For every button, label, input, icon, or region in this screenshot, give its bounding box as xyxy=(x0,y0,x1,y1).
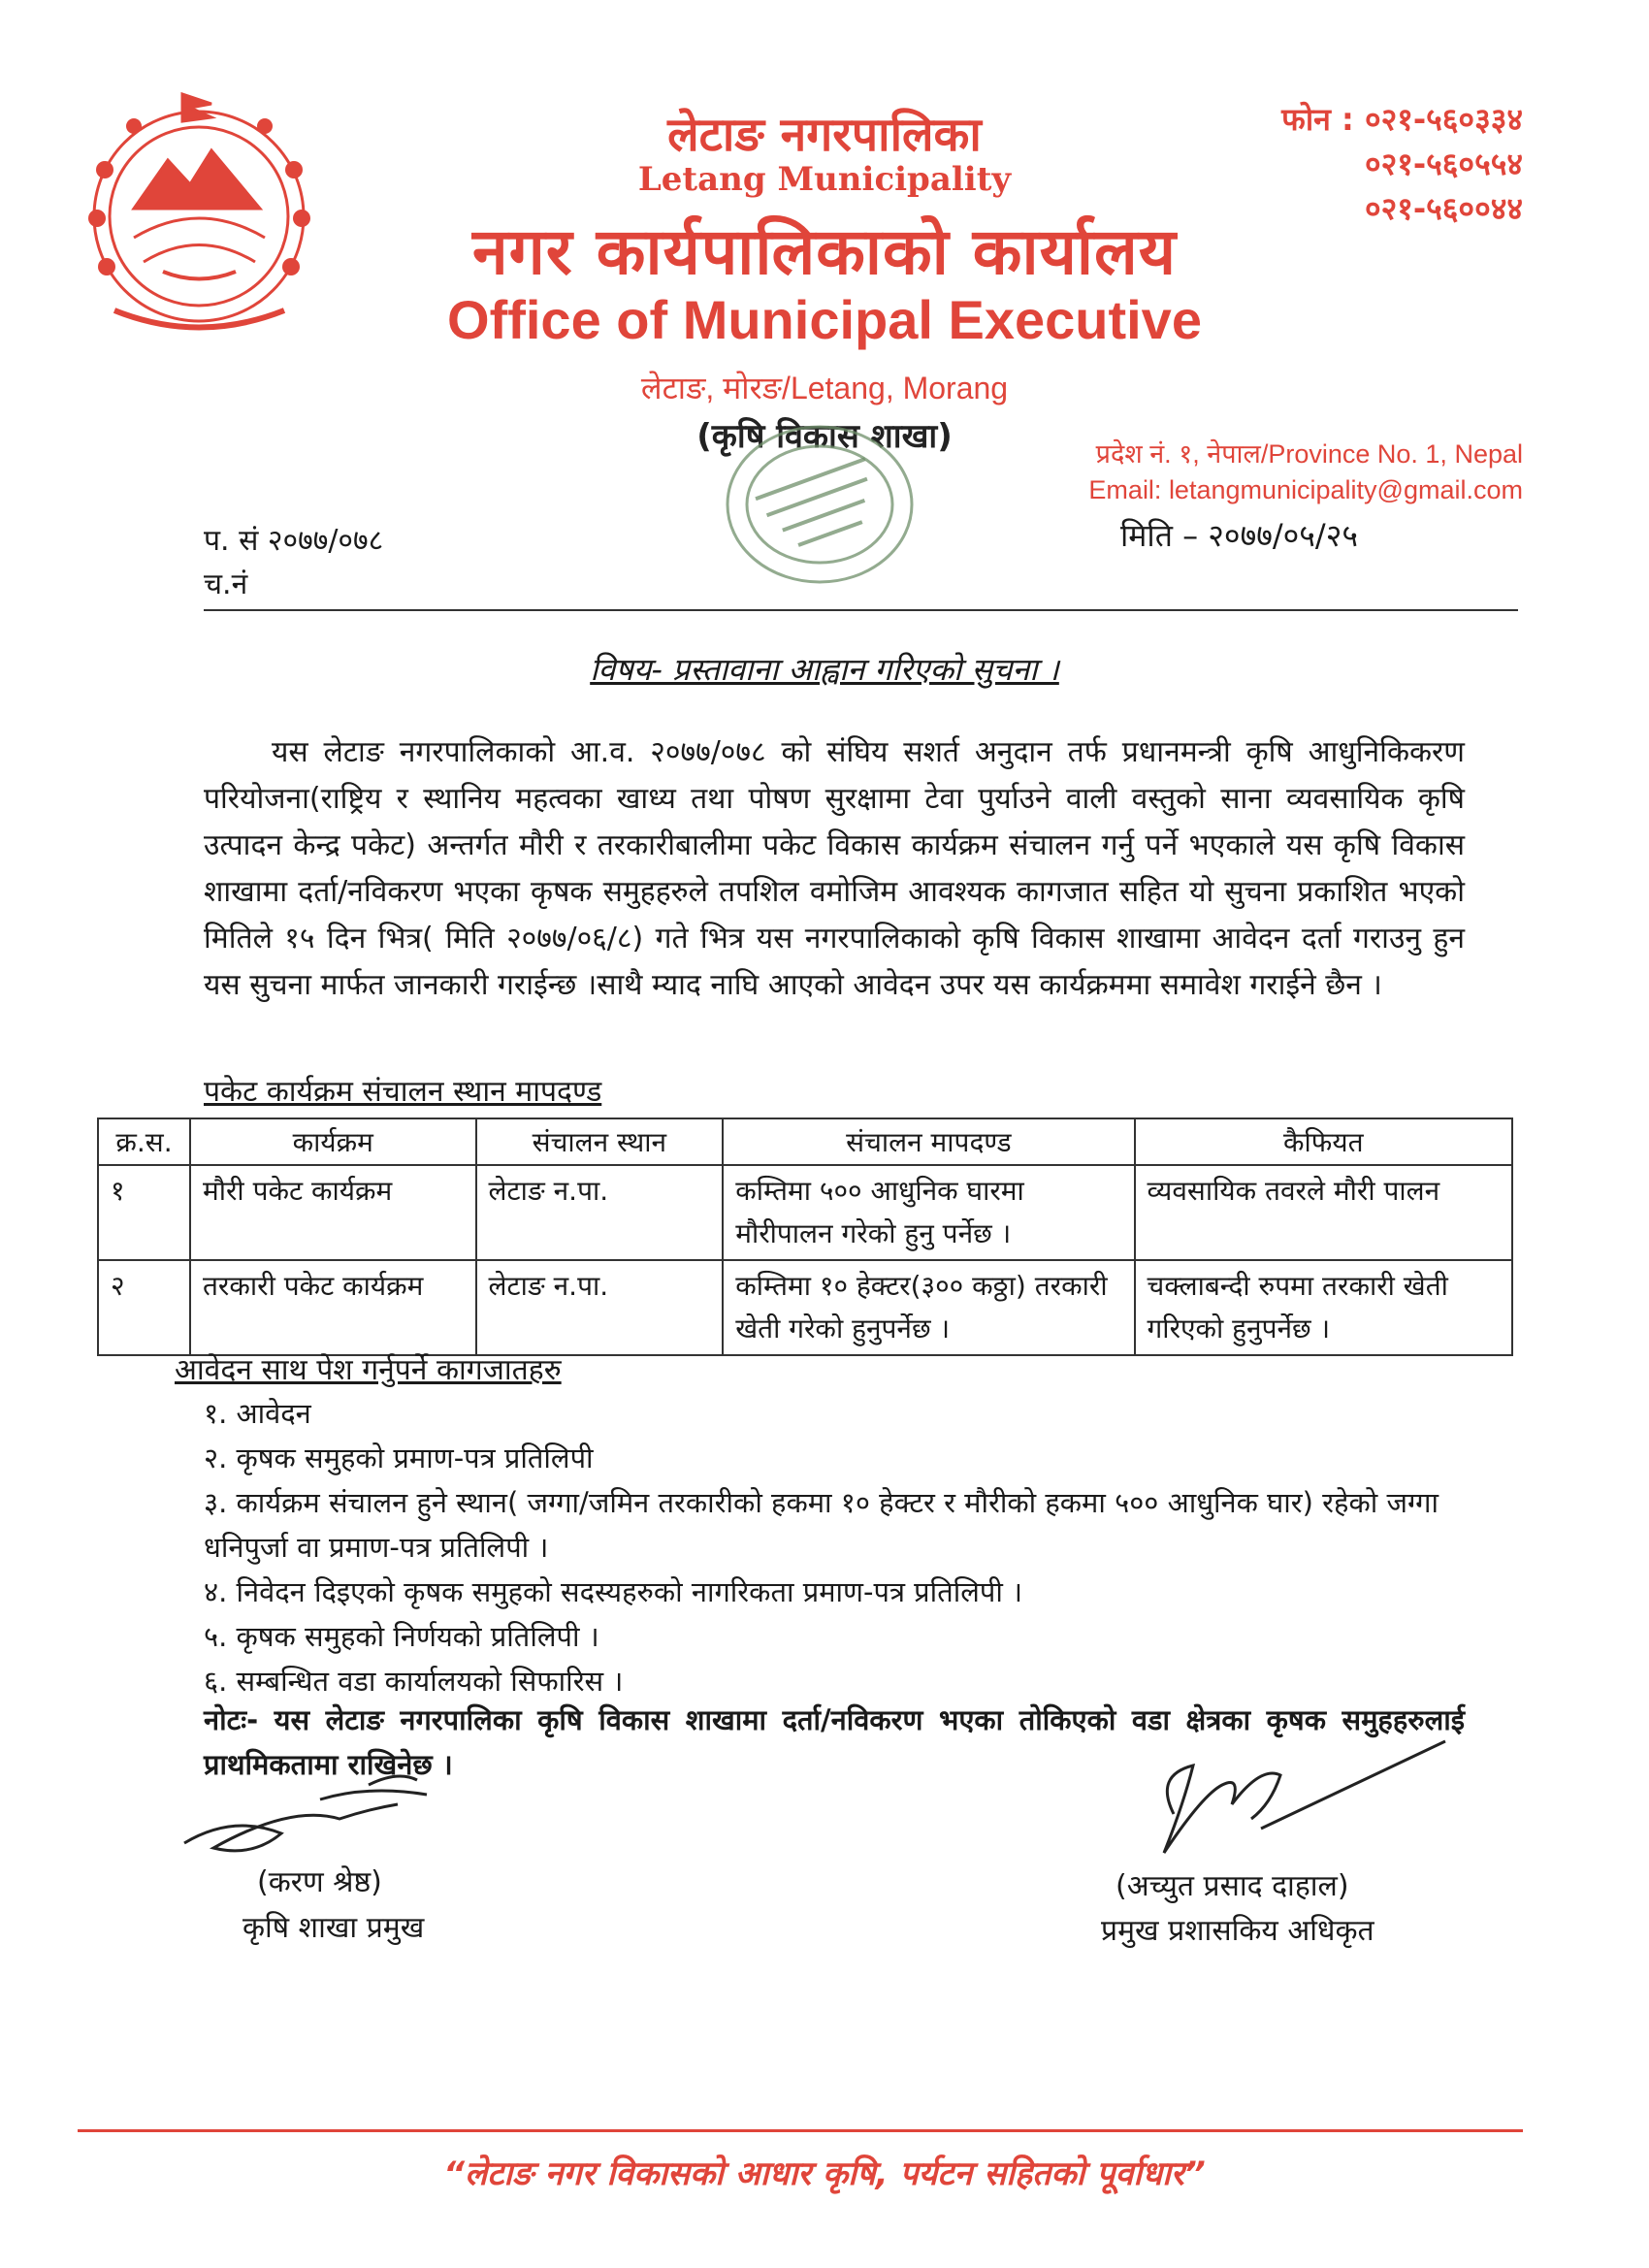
list-item: ३. कार्यक्रम संचालन हुने स्थान( जग्गा/जमिन तरकारीको हकमा १० हेक्टर र मौरीको हकमा ५०० आधुनिक घार) रहेको जग्गा धनिपुर्जा वा प्रमाण-पत्र प्रतिलिपी । xyxy=(204,1486,1439,1564)
signature-right-icon xyxy=(1116,1736,1455,1872)
province-address: प्रदेश नं. १, नेपाल/Province No. 1, Nepal xyxy=(1095,439,1523,469)
phone-number: ०२१-५६०३३४ xyxy=(1364,101,1523,138)
table-cell: लेटाङ न.पा. xyxy=(476,1165,724,1260)
phone-number: ०२१-५६००४४ xyxy=(1364,190,1523,227)
list-item: २. कृषक समुहको प्रमाण-पत्र प्रतिलिपी xyxy=(204,1442,594,1474)
column-header: कार्यक्रम xyxy=(190,1118,476,1165)
signature-left-icon xyxy=(175,1766,466,1872)
branch-name: (कृषि विकास शाखा) xyxy=(696,417,953,456)
note-text: नोटः- यस लेटाङ नगरपालिका कृषि विकास शाखामा दर्ता/नविकरण भएका तोकिएको वडा क्षेत्रका कृषक समुहहरुलाई प्राथमिकतामा राखिनेछ । xyxy=(204,1703,1465,1781)
table-header-row xyxy=(98,1118,1512,1165)
table-cell: २ xyxy=(98,1260,190,1355)
email-address: Email: letangmunicipality@gmail.com xyxy=(1088,475,1523,504)
reference-number: प. सं २०७७/०७८ xyxy=(204,524,384,558)
table-cell: व्यवसायिक तवरले मौरी पालन xyxy=(1135,1165,1512,1260)
documents-heading: आवेदन साथ पेश गर्नुपर्ने कागजातहरु xyxy=(175,1353,562,1387)
table-row xyxy=(98,1260,1512,1355)
table-cell: लेटाङ न.पा. xyxy=(476,1260,724,1355)
table-cell: १ xyxy=(98,1165,190,1260)
list-item: १. आवेदन xyxy=(204,1397,311,1430)
column-header: संचालन स्थान xyxy=(476,1118,724,1165)
right-signatory-title: प्रमुख प्रशासकिय अधिकृत xyxy=(1101,1914,1374,1948)
table-cell: चक्लाबन्दी रुपमा तरकारी खेती गरिएको हुनुपर्नेछ । xyxy=(1135,1260,1512,1355)
office-name-english: Office of Municipal Executive xyxy=(447,289,1202,350)
notice-body: यस लेटाङ नगरपालिकाको आ.व. २०७७/०७८ को संघिय सशर्त अनुदान तर्फ प्रधानमन्त्री कृषि आधुनिकिकरण परियोजना(राष्ट्रिय र स्थानिय महत्वका खाध्य तथा पोषण सुरक्षामा टेवा पुर्याउने वाली वस्तुको साना व्यवसायिक कृषि उत्पादन केन्द्र पकेट) अन्तर्गत मौरी र तरकारीबालीमा पकेट विकास कार्यक्रम संचालन गर्नु पर्ने भएकाले यस कृषि विकास शाखामा दर्ता/नविकरण भएका कृषक समुहहरुले तपशिल वमोजिम आवश्यक कागजात सहित यो सुचना प्रकाशित भएको मितिले १५ दिन भित्र( मिति २०७७/०६/८) गते भित्र यस नगरपालिकाको कृषि विकास शाखामा आवेदन दर्ता गराउनु हुन यस सुचना मार्फत जानकारी गराईन्छ ।साथै म्याद नाघि आएको आवेदन उपर यस कार्यक्रममा समावेश गराईने छैन । xyxy=(204,735,1465,1002)
list-item: ५. कृषक समुहको निर्णयको प्रतिलिपी । xyxy=(204,1620,599,1653)
criteria-table xyxy=(97,1118,1513,1356)
office-name-nepali: नगर कार्यपालिकाको कार्यालय xyxy=(472,214,1177,289)
office-address: लेटाङ, मोरङ/Letang, Morang xyxy=(640,371,1009,405)
dispatch-number: च.नं xyxy=(204,567,248,601)
phone-number: ०२१-५६०५५४ xyxy=(1364,146,1523,182)
subject-text: विषय- प्रस्तावाना आह्वान गरिएको सुचना । xyxy=(590,651,1059,688)
list-item: ६. सम्बन्धित वडा कार्यालयको सिफारिस । xyxy=(204,1665,624,1698)
table-cell: मौरी पकेट कार्यक्रम xyxy=(190,1165,476,1260)
table-row xyxy=(98,1165,1512,1260)
municipality-name-nepali: लेटाङ नगरपालिका xyxy=(667,108,982,162)
table-cell: कम्तिमा ५०० आधुनिक घारमा मौरीपालन गरेको हुनु पर्नेछ । xyxy=(723,1165,1134,1260)
list-item: ४. निवेदन दिइएको कृषक समुहको सदस्यहरुको नागरिकता प्रमाण-पत्र प्रतिलिपी । xyxy=(204,1575,1023,1608)
footer-divider xyxy=(78,2129,1523,2132)
table-cell: कम्तिमा १० हेक्टर(३०० कठ्ठा) तरकारी खेती गरेको हुनुपर्नेछ । xyxy=(723,1260,1134,1355)
column-header: क्र.स. xyxy=(98,1118,190,1165)
municipality-name-english: Letang Municipality xyxy=(637,160,1012,199)
table-heading: पकेट कार्यक्रम संचालन स्थान मापदण्ड xyxy=(204,1075,602,1109)
column-header: संचालन मापदण्ड xyxy=(723,1118,1134,1165)
phone-numbers xyxy=(1281,97,1523,231)
office-stamp-icon xyxy=(718,417,922,592)
right-signatory-name: (अच्युत प्रसाद दाहाल) xyxy=(1116,1869,1349,1903)
header-divider xyxy=(204,609,1518,611)
subject-line xyxy=(0,648,1649,690)
left-signatory-title: कृषि शाखा प्रमुख xyxy=(242,1911,425,1945)
table-cell: तरकारी पकेट कार्यक्रम xyxy=(190,1260,476,1355)
left-signatory-name: (करण श्रेष्ठ) xyxy=(257,1865,382,1899)
letter-date: मिति – २०७७/०५/२५ xyxy=(1120,517,1358,554)
phone-label: फोन : xyxy=(1281,101,1354,138)
documents-list xyxy=(204,1391,1465,1703)
footer-motto: “लेटाङ नगर विकासको आधार कृषि, पर्यटन सहितको पूर्वाधार” xyxy=(443,2155,1206,2193)
column-header: कैफियत xyxy=(1135,1118,1512,1165)
